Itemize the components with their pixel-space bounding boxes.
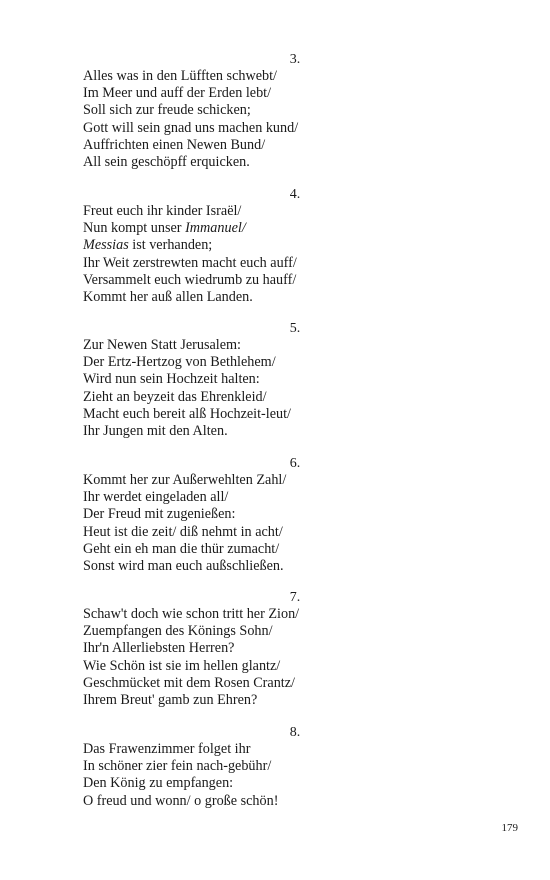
verse-line: Der Ertz-Hertzog von Bethlehem/ xyxy=(83,354,276,371)
verse-text: ist verhanden; xyxy=(128,237,213,254)
stanza-number: 7. xyxy=(289,590,301,605)
verse-line: In schöner zier fein nach-gebühr/ xyxy=(83,758,272,775)
verse-line: Ihrem Breut' gamb zun Ehren? xyxy=(83,692,258,709)
verse-line: Zieht an beyzeit das Ehrenkleid/ xyxy=(83,388,267,405)
verse-line: Soll sich zur freude schicken; xyxy=(83,102,251,119)
verse-line: Wird nun sein Hochzeit halten: xyxy=(83,371,260,388)
verse-line: Kommt her auß allen Landen. xyxy=(83,289,253,306)
stanza-5 xyxy=(83,320,343,440)
verse-line: Kommt her zur Außerwehlten Zahl/ xyxy=(83,472,287,488)
verse-line: Gott will sein gnad uns machen kund/ xyxy=(83,119,299,136)
page-number: 179 xyxy=(501,822,518,834)
verse-line: Geschmücket mit dem Rosen Crantz/ xyxy=(83,674,295,691)
verse-line: All sein geschöpff erquicken. xyxy=(83,154,250,171)
verse-line: Schaw't doch wie schon tritt her Zion/ xyxy=(83,606,300,622)
verse-line: Freut euch ihr kinder Israël/ xyxy=(83,203,242,219)
verse-line: Alles was in den Lüfften schwebt/ xyxy=(83,68,277,84)
verse-italic-name: Messias xyxy=(83,237,129,254)
stanza-6 xyxy=(83,455,343,575)
stanza-3 xyxy=(83,51,343,171)
verse-line xyxy=(83,220,343,237)
verse-line: Wie Schön ist sie im hellen glantz/ xyxy=(83,657,281,674)
verse-line: Zuempfangen des Könings Sohn/ xyxy=(83,623,273,640)
stanza-number: 8. xyxy=(289,725,301,740)
verse-line: Sonst wird man euch außschließen. xyxy=(83,558,284,575)
verse-line: Ihr'n Allerliebsten Herren? xyxy=(83,640,235,657)
verse-line: Zur Newen Statt Jerusalem: xyxy=(83,337,241,353)
verse-line: Auffrichten einen Newen Bund/ xyxy=(83,136,266,153)
verse-line: O freud und wonn/ o große schön! xyxy=(83,792,279,809)
verse-line: Im Meer und auff der Erden lebt/ xyxy=(83,85,272,102)
stanza-number: 3. xyxy=(289,52,301,67)
stanza-number: 4. xyxy=(289,187,301,202)
verse-line: Heut ist die zeit/ diß nehmt in acht/ xyxy=(83,523,283,540)
verse-line: Versammelt euch wiedrumb zu hauff/ xyxy=(83,271,297,288)
verse-line: Der Freud mit zugenießen: xyxy=(83,506,236,523)
verse-text: Nun kompt unser xyxy=(83,220,186,237)
verse-line: Das Frawenzimmer folget ihr xyxy=(83,741,251,757)
verse-line: Den König zu empfangen: xyxy=(83,775,234,792)
stanza-4 xyxy=(83,186,343,306)
stanza-8 xyxy=(83,724,343,810)
verse-italic-name: Immanuel/ xyxy=(185,220,246,237)
stanza-number: 6. xyxy=(289,456,301,471)
verse-line: Ihr Weit zerstrewten macht euch auff/ xyxy=(83,254,297,271)
verse-line: Ihr werdet eingeladen all/ xyxy=(83,489,229,506)
verse-line: Geht ein eh man die thür zumacht/ xyxy=(83,540,280,557)
stanza-number: 5. xyxy=(289,321,301,336)
verse-line xyxy=(83,237,343,254)
stanza-7 xyxy=(83,589,343,709)
verse-line: Macht euch bereit alß Hochzeit-leut/ xyxy=(83,405,291,422)
verse-line: Ihr Jungen mit den Alten. xyxy=(83,423,228,440)
